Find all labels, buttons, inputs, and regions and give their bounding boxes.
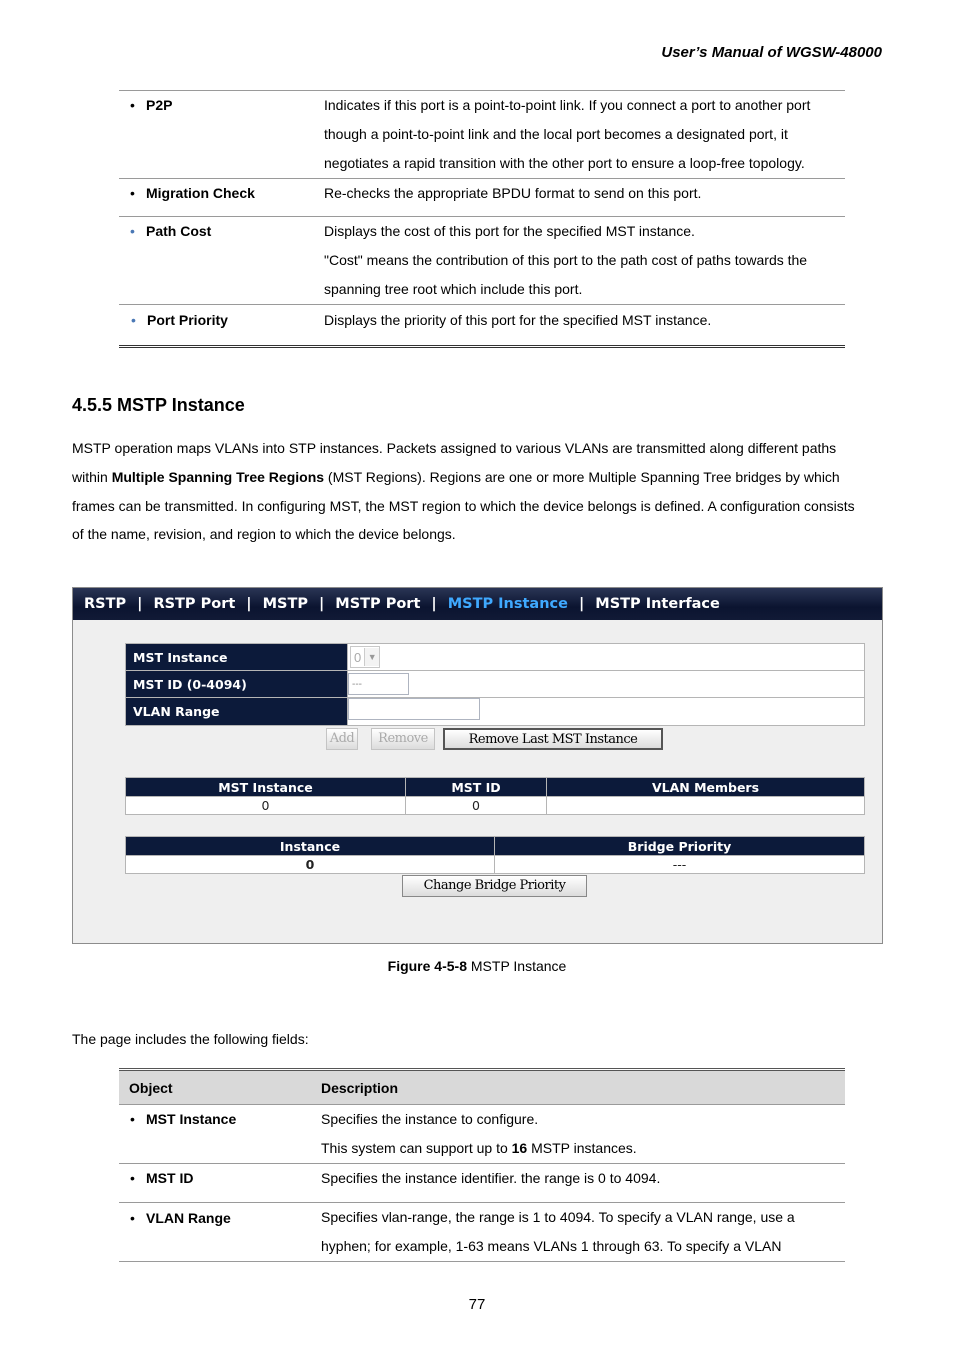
manual-header: User’s Manual of WGSW-48000	[661, 44, 882, 61]
intro-line: MSTP operation maps VLANs into STP instances. Packets assigned to various VLANs are transmitted along different paths	[72, 440, 837, 456]
column-header: Bridge Priority	[495, 837, 865, 856]
bullet-icon: •	[130, 223, 135, 239]
bullet-icon: •	[130, 1170, 135, 1186]
table-row	[119, 1203, 845, 1262]
mstp-instance-screenshot	[72, 587, 883, 944]
description-line: hyphen; for example, 1-63 means VLANs 1 through 63. To specify a VLAN	[321, 1238, 782, 1254]
table-row	[119, 217, 845, 305]
column-header: MST ID	[406, 778, 547, 797]
tab-rstp-port[interactable]: RSTP Port	[153, 596, 236, 612]
bullet-icon: •	[130, 97, 135, 113]
object-name: Path Cost	[146, 223, 212, 239]
instance-form	[125, 643, 865, 726]
column-header: Object	[119, 1070, 316, 1105]
description-line: negotiates a rapid transition with the other port to ensure a loop-free topology.	[324, 155, 805, 171]
description-line: Re-checks the appropriate BPDU format to send on this port.	[324, 185, 702, 201]
remove-last-mst-instance-button[interactable]: Remove Last MST Instance	[443, 728, 663, 750]
intro-paragraph	[72, 434, 884, 549]
description-line: This system can support up to 16 MSTP instances.	[321, 1140, 637, 1156]
bullet-icon: •	[130, 185, 135, 201]
intro-line: frames can be transmitted. In configuring MST, the MST region to which the device belongs is defined. A configuration consists	[72, 497, 855, 514]
tab-separator: |	[578, 596, 585, 612]
table-row	[119, 305, 845, 347]
description-line: Displays the cost of this port for the specified MST instance.	[324, 223, 695, 239]
bullet-icon: •	[131, 312, 136, 328]
object-name: Migration Check	[146, 185, 255, 201]
add-button[interactable]: Add	[326, 728, 358, 750]
intro-line: of the name, revision, and region to which the device belongs.	[72, 526, 456, 543]
tab-mstp-instance[interactable]: MSTP Instance	[447, 596, 568, 612]
fields-table	[119, 1068, 845, 1262]
table-row	[119, 1105, 845, 1164]
cell-vlan-members	[547, 797, 865, 815]
fields-intro: The page includes the following fields:	[72, 1031, 309, 1047]
column-header: Instance	[126, 837, 495, 856]
cell-bridge-priority: ---	[495, 856, 865, 874]
bridge-priority-table	[125, 836, 865, 874]
cell-mst-instance: 0	[126, 797, 406, 815]
object-name: P2P	[146, 97, 173, 113]
cell-instance: 0	[126, 856, 495, 874]
port-settings-table	[119, 90, 845, 348]
tab-mstp-port[interactable]: MSTP Port	[335, 596, 421, 612]
mst-id-input[interactable]: ---	[348, 673, 409, 695]
object-name: MST Instance	[146, 1111, 237, 1127]
tab-mstp[interactable]: MSTP	[262, 596, 308, 612]
table-row	[119, 91, 845, 179]
change-bridge-priority-button[interactable]: Change Bridge Priority	[402, 875, 587, 897]
tab-rstp[interactable]: RSTP	[84, 596, 127, 612]
bullet-icon: •	[130, 1210, 135, 1226]
tab-mstp-interface[interactable]: MSTP Interface	[595, 596, 720, 612]
column-header: VLAN Members	[547, 778, 865, 797]
tab-separator: |	[137, 596, 143, 612]
description-line: Indicates if this port is a point-to-point link. If you connect a port to another port	[324, 97, 811, 113]
table-row	[126, 856, 865, 874]
description-line: Specifies vlan-range, the range is 1 to 4094. To specify a VLAN range, use a	[321, 1209, 795, 1225]
mst-instance-select[interactable]: 0 ▼	[350, 646, 380, 668]
tab-separator: |	[318, 596, 325, 612]
bullet-icon: •	[130, 1111, 135, 1127]
figure-caption: Figure 4-5-8 MSTP Instance	[387, 958, 567, 974]
vlan-range-label: VLAN Range	[126, 698, 348, 726]
column-header: Description	[316, 1070, 845, 1105]
description-line: Specifies the instance to configure.	[321, 1111, 539, 1127]
table-row	[119, 179, 845, 217]
table-row	[126, 797, 865, 815]
tab-separator: |	[431, 596, 437, 612]
chevron-down-icon: ▼	[364, 648, 379, 666]
mst-instance-label: MST Instance	[126, 644, 348, 671]
vlan-range-input[interactable]	[348, 698, 480, 720]
object-name: VLAN Range	[146, 1210, 231, 1226]
tab-bar	[73, 588, 882, 620]
description-line: spanning tree root which include this port.	[324, 281, 583, 297]
object-name: Port Priority	[147, 312, 228, 328]
cell-mst-id: 0	[406, 797, 547, 815]
object-name: MST ID	[146, 1170, 194, 1186]
intro-line: within Multiple Spanning Tree Regions (MST Regions). Regions are one or more Multiple Spanning Tree bridges by which	[72, 468, 840, 485]
table-row	[119, 1164, 845, 1203]
column-header: MST Instance	[126, 778, 406, 797]
mst-id-label: MST ID (0-4094)	[126, 671, 348, 698]
mst-instance-table	[125, 777, 865, 815]
description-line: Displays the priority of this port for the specified MST instance.	[324, 312, 712, 328]
remove-button[interactable]: Remove	[371, 728, 435, 750]
section-title: 4.5.5 MSTP Instance	[72, 395, 245, 415]
page-number: 77	[468, 1296, 486, 1313]
tab-separator: |	[246, 596, 252, 612]
description-line: "Cost" means the contribution of this port to the path cost of paths towards the	[324, 252, 808, 268]
description-line: though a point-to-point link and the local port becomes a designated port, it	[324, 126, 788, 142]
description-line: Specifies the instance identifier. the range is 0 to 4094.	[321, 1170, 661, 1186]
